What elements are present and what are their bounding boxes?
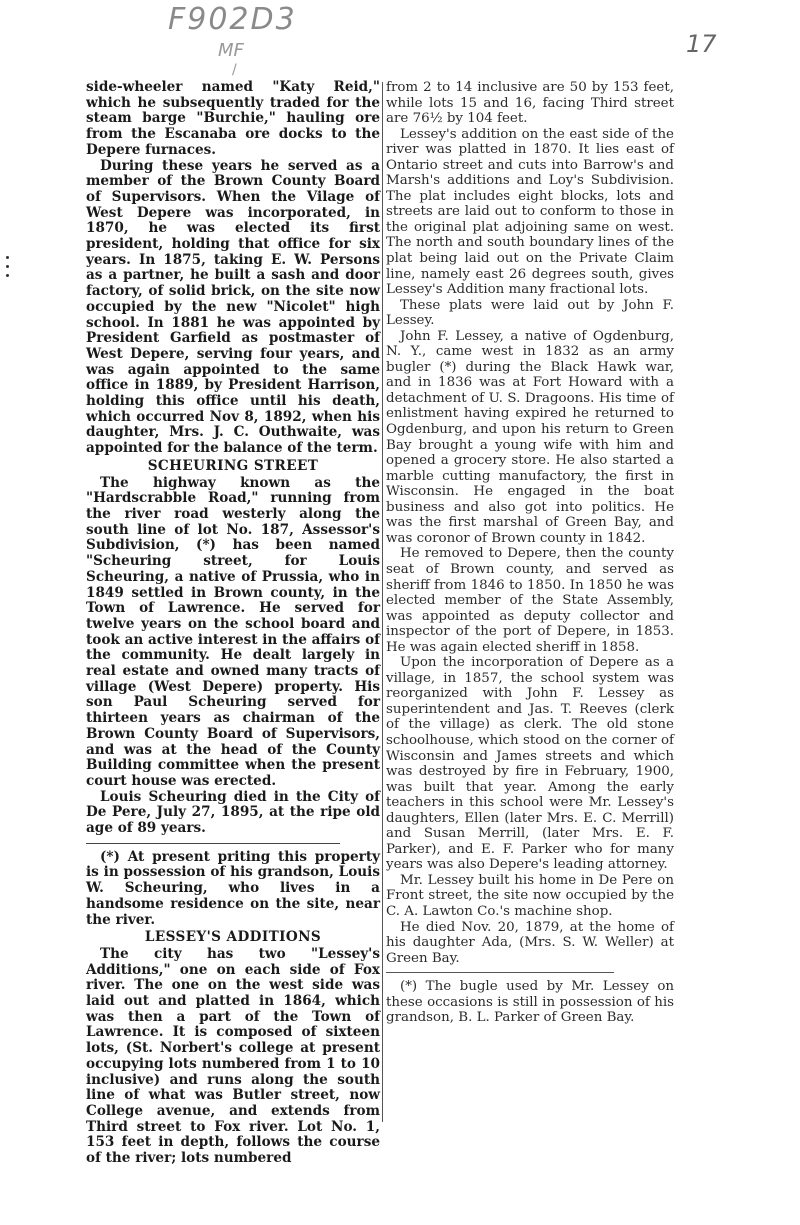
dot [6,256,9,259]
footnote: (*) At present priting this property is in possession of his grandson, Louis W. Scheuring, who lives in a handsome residence on the site, near the river. [86,848,380,928]
column-divider [382,82,383,1122]
paragraph: The city has two "Lessey's Additions," one on each side of Fox river. The one on the west side was laid out and platted in 1864, which was then a part of the Town of Lawrence. It is composed of sixteen lots, (St. Norbert's college at present occupying lots numbered from 1 to 10 inclusive) and runs along the south line of what was Butler street, now College avenue, and extends from Third street to Fox river. Lot No. 1, 153 feet in depth, follows the course of the river; lots numbered [86,945,380,1167]
paragraph: from 2 to 14 inclusive are 50 by 153 feet, while lots 15 and 16, facing Third street are 76½ by 104 feet. [386,80,674,127]
page-number: 17 [686,30,717,58]
divider [86,843,340,844]
paragraph: side-wheeler named "Katy Reid," which he subsequently traded for the steam barge "Burchie," hauling ore from the Escanaba ore docks to the Depere furnaces. [86,79,380,158]
footnote: (*) The bugle used by Mr. Lessey on these occasions is still in possession of his grandson, B. L. Parker of Green Bay. [386,979,674,1026]
tick-annotation: / [232,62,237,78]
mf-annotation: MF [218,40,244,61]
paragraph: He died Nov. 20, 1879, at the home of his daughter Ada, (Mrs. S. W. Weller) at Green Bay. [386,919,674,966]
right-column [386,80,674,1026]
section-heading-lesseys-additions: LESSEY'S ADDITIONS [144,929,322,946]
paragraph: These plats were laid out by John F. Lessey. [386,297,674,329]
dot [6,265,9,268]
paragraph: Upon the incorporation of Depere as a village, in 1857, the school system was reorganized with John F. Lessey as superintendent and Jas. T. Reeves (clerk of the village) as clerk. The old stone schoolhouse, which stood on the corner of Wisconsin and James streets and which was destroyed by fire in February, 1900, was built that year. Among the early teachers in this school were Mr. Lessey's daughters, Ellen (later Mrs. E. C. Merrill) and Susan Merrill, (later Mrs. E. F. Parker), and E. F. Parker who for many years was also Depere's leading attorney. [386,655,674,873]
divider [386,972,614,973]
paragraph: The highway known as the "Hardscrabble Road," running from the river road westerly along the south line of lot No. 187, Assessor's Subdivision, (*) has been named "Scheuring street, for Louis Scheuring, a native of Prussia, who in 1849 settled in Brown county, in the Town of Lawrence. He served for twelve years on the school board and took an active interest in the affairs of the community. He dealt largely in real estate and owned many tracts of village (West Depere) property. His son Paul Scheuring served for thirteen years as chairman of the Brown County Board of Supervisors, and was at the head of the County Building committee when the present court house was erected. [86,474,380,789]
paragraph: Lessey's addition on the east side of the river was platted in 1870. It lies east of Ontario street and cuts into Barrow's and Marsh's additions and Loy's Subdivision. The plat includes eight blocks, lots and streets are laid out to conform to those in the original plat adjoining same on west. The north and south boundary lines of the plat being laid out on the Private Claim line, namely east 26 degrees south, gives Lessey's Addition many fractional lots. [386,126,674,298]
paragraph: During these years he served as a member of the Brown County Board of Supervisors. When the Vilage of West Depere was incorporated, in 1870, he was elected its first president, holding that office for six years. In 1875, taking E. W. Persons as a partner, he built a sash and door factory, of solid brick, on the site now occupied by the new "Nicolet" high school. In 1881 he was appointed by President Garfield as postmaster of West Depere, serving four years, and was again appointed to the same office in 1889, by President Harrison, holding this office until his death, which occurred Nov 8, 1892, when his daughter, Mrs. J. C. Outhwaite, was appointed for the balance of the term. [86,157,380,457]
paragraph: Mr. Lessey built his home in De Pere on Front street, the site now occupied by the C. A. Lawton Co.'s machine shop. [386,872,674,919]
paragraph: He removed to Depere, then the county seat of Brown county, and served as sheriff from 1846 to 1850. In 1850 he was elected member of the State Assembly, was appointed as deputy collector and inspector of the port of Depere, in 1853. He was again elected sheriff in 1858. [386,546,674,655]
call-number-annotation: F902D3 [168,2,297,37]
left-column [86,80,380,1167]
paragraph: Louis Scheuring died in the City of De Pere, July 27, 1895, at the ripe old age of 89 years. [86,788,380,837]
section-heading-scheuring-street: SCHEURING STREET [147,457,319,474]
paragraph: John F. Lessey, a native of Ogdenburg, N. Y., came west in 1832 as an army bugler (*) during the Black Hawk war, and in 1836 was at Fort Howard with a detachment of U. S. Dragoons. His time of enlistment having expired he returned to Ogdenburg, and upon his return to Green Bay brought a young wife with him and opened a grocery store. He also started a marble cutting manufactory, the first in Wisconsin. He engaged in the boat business and also got into politics. He was the first marshal of Green Bay, and was coronor of Brown county in 1842. [386,328,674,546]
margin-dots [6,250,14,283]
dot [6,274,9,277]
